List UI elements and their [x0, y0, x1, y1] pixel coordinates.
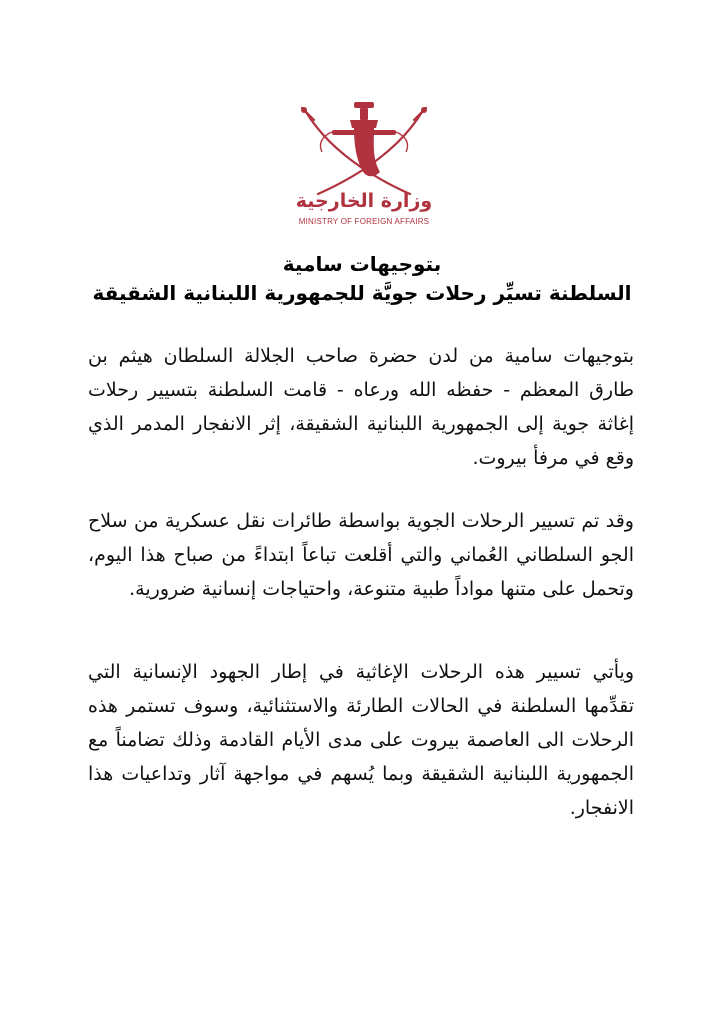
oman-national-emblem-icon [292, 98, 436, 200]
paragraph: وقد تم تسيير الرحلات الجوية بواسطة طائرات نقل عسكرية من سلاح الجو السلطاني العُماني والتي أقلعت تباعاً ابتداءً من صباح هذا اليوم، وتحمل على متنها مواداً طبية متنوعة، واحتياجات إنسانية ضرورية. [88, 510, 634, 600]
document-subtitle: السلطنة تسيِّر رحلات جويَّة للجمهورية اللبنانية الشقيقة [92, 281, 632, 305]
paragraph: بتوجيهات سامية من لدن حضرة صاحب الجلالة السلطان هيثم بن طارق المعظم - حفظه الله ورعاه - قامت السلطنة بتسيير رحلات إغاثة جوية إلى الجمهورية اللبنانية الشقيقة، إثر الانفجار المدمر الذي وقع في مرفأ بيروت. [88, 345, 634, 469]
ministry-name-english: MINISTRY OF FOREIGN AFFAIRS [298, 217, 430, 226]
document-title: بتوجيهات سامية [282, 252, 442, 276]
paragraph: ويأتي تسيير هذه الرحلات الإغاثية في إطار الجهود الإنسانية التي تقدِّمها السلطنة في الحالات الطارئة والاستثنائية، وسوف تستمر هذه الرحلات الى العاصمة بيروت على مدى الأيام القادمة وذلك تضامناً مع الجمهورية اللبنانية الشقيقة وبما يُسهم في مواجهة آثار وتداعيات هذا الانفجار. [88, 661, 634, 819]
ministry-name-arabic: وزارة الخارجية [295, 190, 433, 212]
